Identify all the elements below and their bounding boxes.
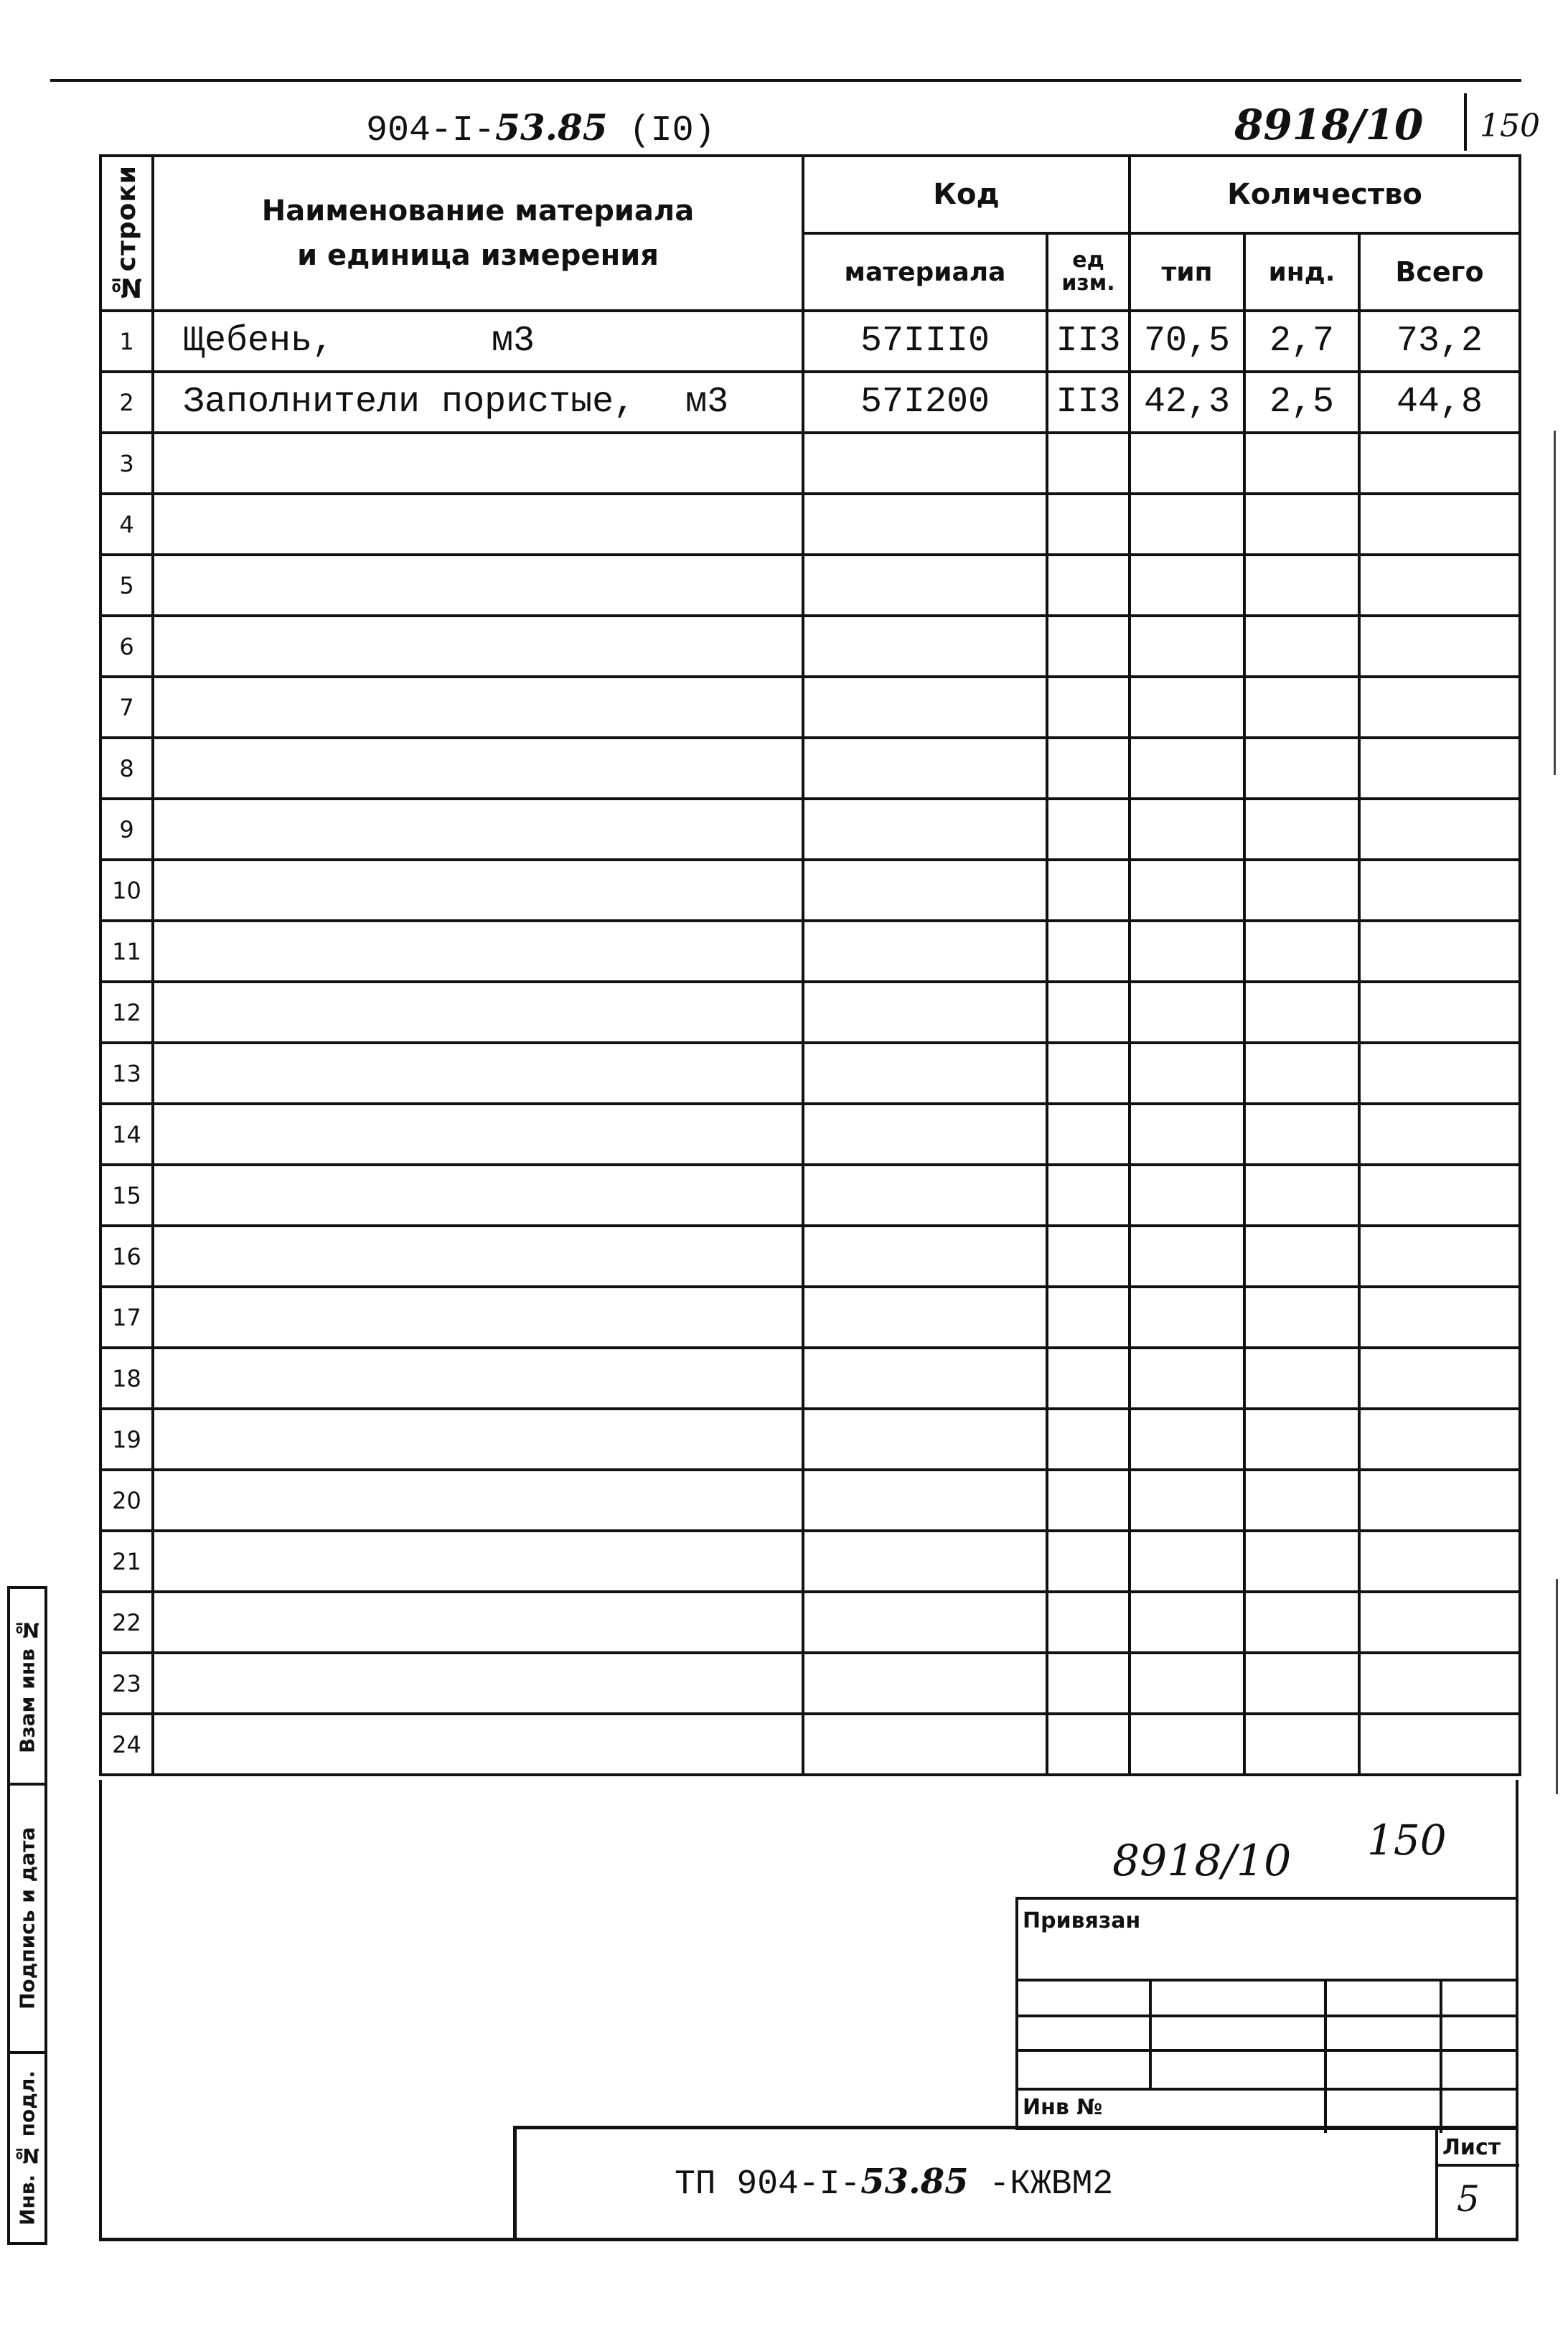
qty-ind-cell [1244, 1043, 1359, 1104]
unit-code-cell [1047, 555, 1130, 616]
unit-code-cell [1047, 1592, 1130, 1653]
unit-code-cell: II3 [1047, 311, 1130, 372]
qty-ind-cell [1244, 1165, 1359, 1226]
name-header [153, 156, 803, 311]
qty-ind-cell: 2,5 [1244, 372, 1359, 433]
qty-ind-cell [1244, 1653, 1359, 1714]
qty-type-cell [1130, 1287, 1244, 1348]
qty-type-cell [1130, 1531, 1244, 1592]
qty-total-cell [1359, 1653, 1520, 1714]
qty-total-cell [1359, 555, 1520, 616]
code-header: Код [803, 156, 1130, 233]
material-name-cell [153, 1409, 803, 1470]
qty-total-cell [1359, 1409, 1520, 1470]
qty-total-cell [1359, 982, 1520, 1043]
qty-ind-cell [1244, 555, 1359, 616]
material-code-cell [803, 1043, 1047, 1104]
code-unit-header: ед изм. [1047, 233, 1130, 311]
row-number-cell: 8 [100, 738, 153, 799]
qty-total-cell [1359, 1531, 1520, 1592]
material-name-cell [153, 1653, 803, 1714]
material-code-cell [803, 982, 1047, 1043]
qty-type-cell [1130, 1226, 1244, 1287]
material-name-cell [153, 1531, 803, 1592]
doc-code-header [366, 106, 715, 151]
material-code-cell [803, 1653, 1047, 1714]
qty-type-cell [1130, 799, 1244, 860]
qty-total-cell [1359, 921, 1520, 982]
unit-code-cell [1047, 1531, 1130, 1592]
material-name-cell [153, 1104, 803, 1165]
row-number-cell: 15 [100, 1165, 153, 1226]
unit-code-cell: II3 [1047, 372, 1130, 433]
qty-ind-cell [1244, 433, 1359, 494]
inv-label: Инв № [1023, 2095, 1103, 2120]
row-number-cell: 2 [100, 372, 153, 433]
top-border-line [50, 79, 1521, 82]
table-row [100, 494, 1520, 555]
unit-code-cell [1047, 616, 1130, 677]
qty-type-header: тип [1130, 233, 1244, 311]
header-row-1 [100, 156, 1520, 233]
table-row [100, 433, 1520, 494]
unit-code-cell [1047, 1104, 1130, 1165]
table-row [100, 311, 1520, 372]
qty-ind-cell [1244, 1226, 1359, 1287]
material-code-cell [803, 433, 1047, 494]
linked-vline-1 [1149, 1979, 1152, 2091]
material-name-cell [153, 982, 803, 1043]
qty-ind-cell [1244, 1592, 1359, 1653]
table-row [100, 1043, 1520, 1104]
name-header-line1: Наименование материала [261, 194, 695, 228]
qty-type-cell [1130, 1714, 1244, 1775]
material-name-cell [153, 372, 803, 433]
name-header-line2: и единица измерения [297, 239, 659, 272]
table-row [100, 616, 1520, 677]
table-row [100, 1653, 1520, 1714]
qty-ind-cell [1244, 616, 1359, 677]
material-code-cell [803, 1165, 1047, 1226]
table-row [100, 738, 1520, 799]
material-name-cell [153, 494, 803, 555]
qty-ind-cell [1244, 1104, 1359, 1165]
row-number-cell: 17 [100, 1287, 153, 1348]
qty-type-cell [1130, 433, 1244, 494]
sheet-vline [1435, 2129, 1438, 2239]
right-frame-line [1516, 1780, 1518, 2239]
unit-code-cell [1047, 1714, 1130, 1775]
table-row [100, 1592, 1520, 1653]
row-number-cell: 9 [100, 799, 153, 860]
material-code-cell [803, 1104, 1047, 1165]
row-number-header [100, 156, 153, 311]
qty-total-cell [1359, 738, 1520, 799]
row-number-cell: 5 [100, 555, 153, 616]
table-row [100, 555, 1520, 616]
material-code-cell: 57III0 [803, 311, 1047, 372]
unit-code-cell [1047, 1165, 1130, 1226]
stamp-page-number: 150 [1367, 1816, 1447, 1865]
table-row [100, 1165, 1520, 1226]
doc-code-handwritten: 53.85 [495, 106, 608, 149]
material-code-cell [803, 860, 1047, 921]
unit-code-cell [1047, 921, 1130, 982]
unit-code-cell [1047, 1470, 1130, 1531]
material-code-cell [803, 1592, 1047, 1653]
linked-block [1015, 1897, 1516, 2130]
material-code-cell [803, 1714, 1047, 1775]
linked-line-3 [1018, 2049, 1518, 2052]
qty-total-header: Всего [1359, 233, 1520, 311]
side-stamp-podpis [7, 1783, 47, 2054]
qty-total-cell [1359, 494, 1520, 555]
qty-total-cell [1359, 1226, 1520, 1287]
right-margin-mark [1554, 431, 1556, 775]
qty-total-cell [1359, 677, 1520, 738]
linked-line-1 [1018, 1979, 1518, 1981]
sheet-label: Лист [1442, 2135, 1501, 2160]
qty-type-cell [1130, 1165, 1244, 1226]
qty-total-cell: 73,2 [1359, 311, 1520, 372]
qty-ind-cell [1244, 860, 1359, 921]
table-row [100, 1287, 1520, 1348]
unit-code-cell [1047, 433, 1130, 494]
row-number-cell: 10 [100, 860, 153, 921]
material-name-cell [153, 311, 803, 372]
row-number-cell: 21 [100, 1531, 153, 1592]
stamp-archive-number: 8918/10 [1112, 1836, 1292, 1886]
table-row [100, 1348, 1520, 1409]
row-number-cell: 14 [100, 1104, 153, 1165]
table-row [100, 799, 1520, 860]
unit-code-cell [1047, 677, 1130, 738]
material-code-cell [803, 1226, 1047, 1287]
qty-total-cell [1359, 799, 1520, 860]
code-material-header: материала [803, 233, 1047, 311]
qty-ind-cell [1244, 494, 1359, 555]
linked-vline-3 [1440, 1979, 1442, 2133]
material-code-cell: 57I200 [803, 372, 1047, 433]
qty-ind-cell: 2,7 [1244, 311, 1359, 372]
side-label-vzam-inv: Взам инв № [15, 1618, 39, 1754]
qty-ind-cell [1244, 921, 1359, 982]
qty-total-cell [1359, 1287, 1520, 1348]
doc-title [675, 2162, 1113, 2204]
material-code-cell [803, 616, 1047, 677]
unit-code-cell [1047, 1043, 1130, 1104]
materials-table [99, 154, 1521, 1776]
qty-ind-cell [1244, 677, 1359, 738]
material-code-cell [803, 1287, 1047, 1348]
material-name-cell [153, 1470, 803, 1531]
material-name-cell [153, 738, 803, 799]
linked-vline-2 [1324, 1979, 1327, 2133]
qty-total-cell [1359, 1104, 1520, 1165]
table-row [100, 1409, 1520, 1470]
material-code-cell [803, 555, 1047, 616]
title-stamp [513, 2126, 1516, 2239]
qty-ind-cell [1244, 1348, 1359, 1409]
material-name-cell [153, 860, 803, 921]
table-row [100, 921, 1520, 982]
qty-type-cell [1130, 982, 1244, 1043]
qty-ind-cell [1244, 1714, 1359, 1775]
row-number-cell: 18 [100, 1348, 153, 1409]
side-label-inv-podl: Инв. № подл. [15, 2070, 39, 2226]
qty-type-cell [1130, 1592, 1244, 1653]
qty-ind-cell [1244, 1531, 1359, 1592]
material-name-cell [153, 921, 803, 982]
side-stamp-inv-podl [7, 2051, 47, 2245]
linked-label: Привязан [1023, 1908, 1141, 1933]
qty-ind-cell [1244, 1470, 1359, 1531]
sheet-hline [1435, 2164, 1519, 2167]
archive-number: 8918/10 [1234, 100, 1424, 149]
table-row [100, 1470, 1520, 1531]
unit-code-cell [1047, 1653, 1130, 1714]
material-code-cell [803, 799, 1047, 860]
qty-ind-cell [1244, 1409, 1359, 1470]
qty-type-cell [1130, 494, 1244, 555]
qty-ind-cell [1244, 799, 1359, 860]
table-row [100, 372, 1520, 433]
qty-type-cell: 42,3 [1130, 372, 1244, 433]
table-row [100, 860, 1520, 921]
unit-code-cell [1047, 1226, 1130, 1287]
unit-code-cell [1047, 738, 1130, 799]
table-row [100, 677, 1520, 738]
quantity-header: Количество [1130, 156, 1520, 233]
material-name-cell [153, 1714, 803, 1775]
doc-title-handwritten: 53.85 [860, 2162, 969, 2202]
left-frame-line [99, 1780, 102, 2239]
material-name-cell [153, 433, 803, 494]
material-unit: м3 [492, 321, 535, 362]
qty-total-cell [1359, 860, 1520, 921]
row-number-cell: 13 [100, 1043, 153, 1104]
unit-code-cell [1047, 1348, 1130, 1409]
unit-code-cell [1047, 860, 1130, 921]
material-code-cell [803, 677, 1047, 738]
qty-ind-cell [1244, 738, 1359, 799]
row-number-cell: 7 [100, 677, 153, 738]
row-number-cell: 16 [100, 1226, 153, 1287]
material-name-cell [153, 1165, 803, 1226]
qty-ind-header: инд. [1244, 233, 1359, 311]
row-number-cell: 4 [100, 494, 153, 555]
page-number: 150 [1480, 108, 1540, 144]
table-row [100, 1104, 1520, 1165]
row-number-cell: 6 [100, 616, 153, 677]
qty-total-cell: 44,8 [1359, 372, 1520, 433]
row-number-cell: 12 [100, 982, 153, 1043]
material-code-cell [803, 1348, 1047, 1409]
qty-total-cell [1359, 1043, 1520, 1104]
qty-total-cell [1359, 433, 1520, 494]
material-unit: м3 [685, 382, 729, 423]
qty-type-cell [1130, 738, 1244, 799]
material-name-cell [153, 1287, 803, 1348]
qty-type-cell: 70,5 [1130, 311, 1244, 372]
row-number-cell: 23 [100, 1653, 153, 1714]
qty-total-cell [1359, 1348, 1520, 1409]
material-name-cell [153, 1592, 803, 1653]
material-name: Заполнители пористые, [183, 382, 636, 423]
material-name-cell [153, 1226, 803, 1287]
qty-ind-cell [1244, 982, 1359, 1043]
qty-total-cell [1359, 1470, 1520, 1531]
qty-type-cell [1130, 616, 1244, 677]
doc-code-prefix: 904-I- [366, 111, 496, 151]
material-name-cell [153, 1043, 803, 1104]
row-number-cell: 3 [100, 433, 153, 494]
material-code-cell [803, 1531, 1047, 1592]
linked-line-2 [1018, 2015, 1518, 2017]
material-code-cell [803, 494, 1047, 555]
qty-type-cell [1130, 1104, 1244, 1165]
linked-line-4 [1018, 2088, 1518, 2091]
unit-code-cell [1047, 1287, 1130, 1348]
qty-total-cell [1359, 1714, 1520, 1775]
material-name-cell [153, 616, 803, 677]
qty-ind-cell [1244, 1287, 1359, 1348]
side-stamp-vzam [7, 1586, 47, 1786]
qty-type-cell [1130, 1348, 1244, 1409]
row-number-cell: 1 [100, 311, 153, 372]
qty-type-cell [1130, 1409, 1244, 1470]
qty-type-cell [1130, 555, 1244, 616]
qty-type-cell [1130, 1043, 1244, 1104]
qty-total-cell [1359, 1165, 1520, 1226]
unit-code-cell [1047, 1409, 1130, 1470]
side-label-podpis-data: Подпись и дата [15, 1826, 39, 2010]
sheet-value: 5 [1457, 2178, 1480, 2220]
material-name: Щебень, [183, 321, 334, 362]
right-margin-mark-2 [1556, 1579, 1558, 1794]
qty-type-cell [1130, 677, 1244, 738]
unit-code-cell [1047, 982, 1130, 1043]
doc-title-prefix: ТП 904-I- [675, 2165, 861, 2204]
material-code-cell [803, 921, 1047, 982]
row-number-cell: 20 [100, 1470, 153, 1531]
material-code-cell [803, 1470, 1047, 1531]
material-code-cell [803, 738, 1047, 799]
unit-code-cell [1047, 494, 1130, 555]
unit-code-cell [1047, 799, 1130, 860]
doc-title-suffix: -КЖВМ2 [989, 2165, 1114, 2204]
material-name-cell [153, 555, 803, 616]
material-name-cell [153, 677, 803, 738]
doc-code-suffix: (I0) [629, 111, 715, 151]
qty-type-cell [1130, 921, 1244, 982]
material-code-cell [803, 1409, 1047, 1470]
table-row [100, 982, 1520, 1043]
row-number-header-label: №строки [112, 164, 141, 302]
row-number-cell: 11 [100, 921, 153, 982]
qty-type-cell [1130, 1653, 1244, 1714]
row-number-cell: 24 [100, 1714, 153, 1775]
material-name-cell [153, 1348, 803, 1409]
table-row [100, 1226, 1520, 1287]
qty-total-cell [1359, 616, 1520, 677]
table-row [100, 1531, 1520, 1592]
material-name-cell [153, 799, 803, 860]
qty-type-cell [1130, 1470, 1244, 1531]
qty-type-cell [1130, 860, 1244, 921]
qty-total-cell [1359, 1592, 1520, 1653]
table-row [100, 1714, 1520, 1775]
row-number-cell: 19 [100, 1409, 153, 1470]
row-number-cell: 22 [100, 1592, 153, 1653]
